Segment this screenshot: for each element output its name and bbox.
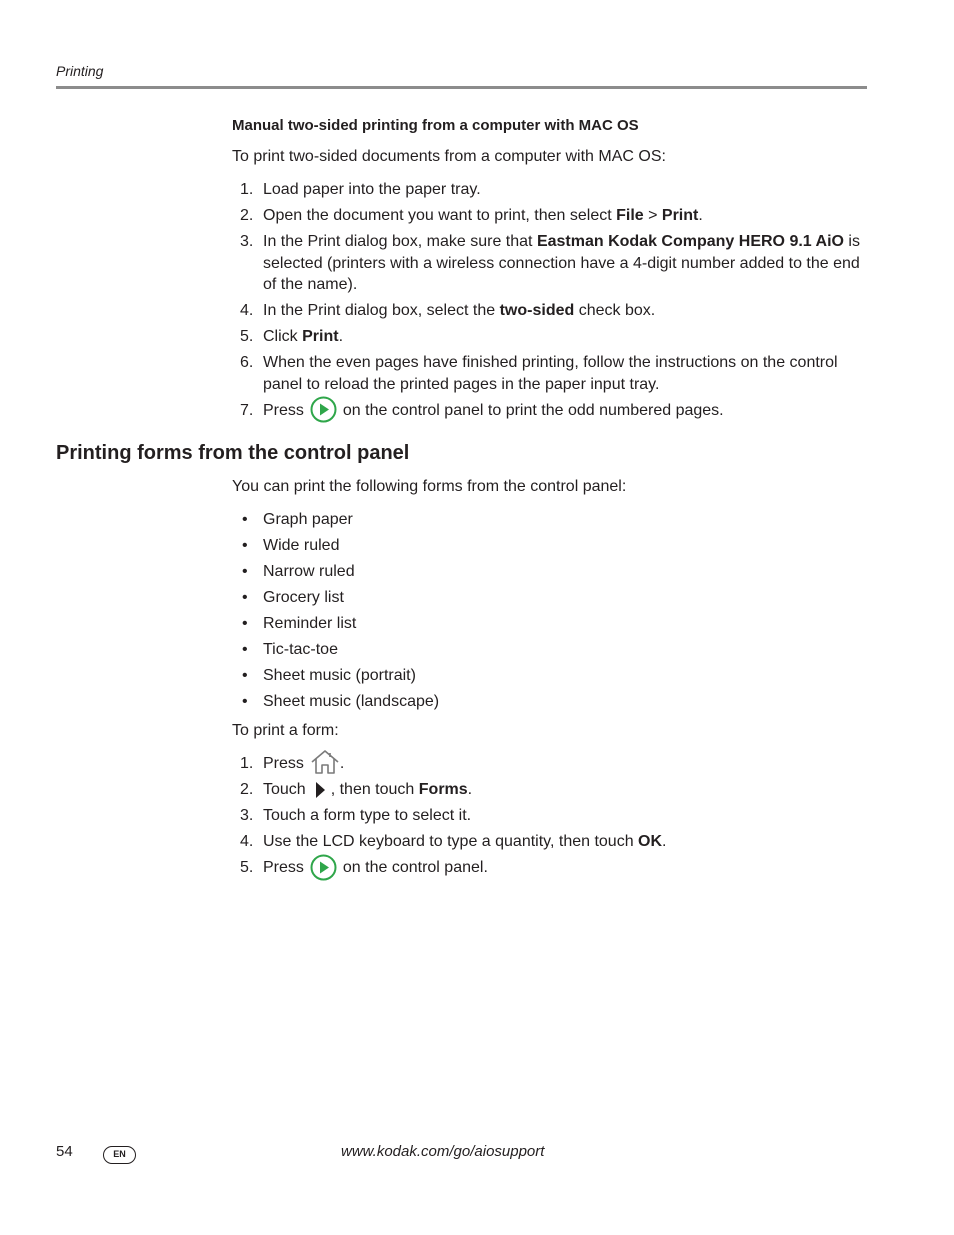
forms-bullet-list [232, 509, 872, 717]
right-arrow-icon [314, 781, 326, 799]
forms-section-heading: Printing forms from the control panel [56, 442, 410, 464]
step-number: 5. [240, 328, 254, 345]
header-rule [56, 86, 867, 89]
step-text: on the control panel to print the odd numbered pages. [342, 401, 724, 419]
list-item [232, 779, 872, 801]
step-number: 1. [240, 181, 254, 198]
step-text: is selected (printers with a wireless connection have a 4-digit number added to the end of the name). [263, 233, 860, 293]
list-item [232, 561, 872, 583]
form-name: Sheet music (portrait) [263, 667, 416, 684]
list-item [232, 535, 872, 557]
language-badge: EN [103, 1146, 136, 1164]
step-text: Press [263, 755, 304, 772]
step-number: 2. [240, 207, 254, 224]
form-name: Reminder list [263, 615, 357, 632]
list-item [232, 300, 872, 322]
list-item [232, 205, 872, 227]
list-item [232, 613, 872, 635]
bullet: • [242, 537, 248, 554]
running-header: Printing [56, 63, 104, 79]
print-button-label: Print [302, 328, 339, 345]
step-text: Click [263, 328, 303, 345]
start-go-button-icon [310, 854, 337, 881]
support-url: www.kodak.com/go/aiosupport [341, 1143, 545, 1160]
step-text: Press [263, 859, 304, 876]
bullet: • [242, 563, 248, 580]
forms-label: Forms [418, 781, 468, 798]
step-number: 2. [240, 781, 254, 798]
step-text: Touch a form type to select it. [263, 807, 472, 824]
step-number: 6. [240, 354, 254, 371]
step-text: . [467, 781, 473, 798]
step-text: check box. [574, 302, 656, 319]
step-text: Load paper into the paper tray. [263, 181, 481, 198]
step-text: . [339, 755, 345, 772]
step-text: . [662, 833, 667, 850]
printer-name: Eastman Kodak Company HERO 9.1 AiO [536, 233, 844, 250]
two-sided-label: two-sided [499, 302, 575, 319]
bullet: • [242, 693, 248, 710]
step-number: 7. [240, 401, 254, 419]
form-name: Grocery list [263, 589, 344, 606]
step-number: 4. [240, 302, 254, 319]
step-text: When the even pages have finished printing, follow the instructions on the control panel to reload the printed pages in the paper input tray. [263, 354, 838, 393]
step-number: 4. [240, 833, 254, 850]
step-text: In the Print dialog box, select the [263, 302, 500, 319]
step-text: . [698, 207, 703, 224]
step-number: 1. [240, 755, 254, 772]
ok-label: OK [638, 833, 663, 850]
list-item [232, 352, 872, 395]
list-item [232, 587, 872, 609]
list-item [232, 691, 872, 713]
step-text: on the control panel. [342, 859, 488, 876]
list-item [232, 665, 872, 687]
step-text: Use the LCD keyboard to type a quantity, then touch [263, 833, 639, 850]
bullet: • [242, 615, 248, 632]
list-item [232, 639, 872, 661]
menu-file-label: File [616, 207, 644, 224]
step-text: Open the document you want to print, then select [263, 207, 617, 224]
step-text: In the Print dialog box, make sure that [263, 233, 537, 250]
list-item [232, 179, 872, 201]
mac-intro: To print two-sided documents from a computer with MAC OS: [232, 148, 666, 165]
list-item [232, 857, 872, 879]
form-name: Wide ruled [263, 537, 340, 554]
bullet: • [242, 511, 248, 528]
step-text: Touch [263, 781, 306, 798]
step-text: Press [263, 401, 304, 419]
list-item [232, 509, 872, 531]
list-item [232, 400, 872, 422]
step-text: > [643, 207, 662, 224]
step-number: 3. [240, 233, 254, 250]
form-name: Sheet music (landscape) [263, 693, 440, 710]
step-text: . [338, 328, 344, 345]
forms-intro: You can print the following forms from the control panel: [232, 478, 627, 495]
list-item [232, 831, 872, 853]
step-number: 5. [240, 859, 254, 876]
list-item [232, 231, 872, 296]
form-name: Narrow ruled [263, 563, 355, 580]
form-name: Graph paper [263, 511, 353, 528]
home-button-icon [310, 749, 340, 775]
to-print-form-label: To print a form: [232, 722, 339, 739]
step-text: , then touch [330, 781, 419, 798]
mac-subheading: Manual two-sided printing from a computer with MAC OS [232, 117, 639, 134]
mac-steps-list [232, 179, 872, 426]
form-steps-list [232, 753, 872, 883]
start-go-button-icon [310, 396, 337, 423]
bullet: • [242, 667, 248, 684]
page-number: 54 [56, 1143, 73, 1160]
bullet: • [242, 641, 248, 658]
list-item [232, 805, 872, 827]
bullet: • [242, 589, 248, 606]
step-number: 3. [240, 807, 254, 824]
list-item [232, 326, 872, 348]
form-name: Tic-tac-toe [263, 641, 338, 658]
menu-print-label: Print [661, 207, 699, 224]
list-item [232, 753, 872, 775]
